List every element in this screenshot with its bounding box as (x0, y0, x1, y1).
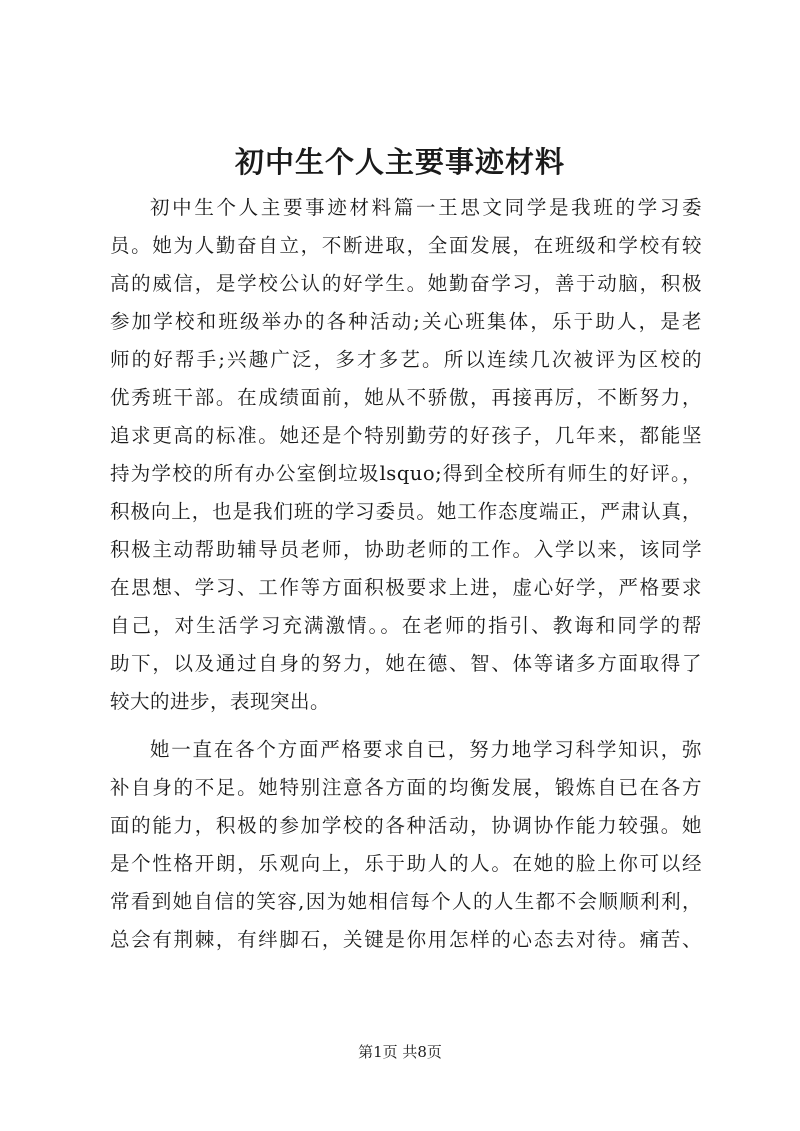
text-line: 较大的进步，表现突出。 (110, 690, 331, 713)
text-line: 她一直在各个方面严格要求自已，努力地学习科学知识，弥 (150, 738, 702, 761)
text-line: 持为学校的所有办公室倒垃圾lsquo;得到全校所有师生的好评。， (110, 462, 702, 485)
text-line: 助下，以及通过自身的努力，她在德、智、体等诸多方面取得了 (110, 652, 702, 675)
text-line: 在思想、学习、工作等方面积极要求上进，虚心好学，严格要求 (110, 576, 702, 599)
text-line: 积极主动帮助辅导员老师，协助老师的工作。入学以来，该同学 (110, 538, 702, 561)
page-footer: 第1页 共8页 (358, 1043, 442, 1061)
text-line: 追求更高的标准。她还是个特别勤劳的好孩子，几年来，都能坚 (110, 424, 702, 447)
text-line: 高的威信，是学校公认的好学生。她勤奋学习，善于动脑，积极 (110, 272, 702, 295)
text-line: 员。她为人勤奋自立，不断进取，全面发展，在班级和学校有较 (110, 234, 702, 257)
text-line: 自己，对生活学习充满激情。。在老师的指引、教诲和同学的帮 (110, 614, 702, 637)
text-line: 总会有荆棘，有绊脚石，关键是你用怎样的心态去对待。痛苦、 (110, 928, 702, 951)
text-line: 师的好帮手;兴趣广泛，多才多艺。所以连续几次被评为区校的 (110, 348, 702, 371)
text-line: 优秀班干部。在成绩面前，她从不骄傲，再接再厉，不断努力， (110, 386, 702, 409)
text-line: 积极向上，也是我们班的学习委员。她工作态度端正，严肃认真， (110, 500, 702, 523)
text-line: 补自身的不足。她特别注意各方面的均衡发展，锻炼自已在各方 (110, 776, 702, 799)
text-line: 初中生个人主要事迹材料篇一王思文同学是我班的学习委 (150, 196, 702, 219)
text-line: 面的能力，积极的参加学校的各种活动，协调协作能力较强。她 (110, 814, 702, 837)
text-line: 参加学校和班级举办的各种活动;关心班集体，乐于助人，是老 (110, 310, 702, 333)
text-line: 是个性格开朗，乐观向上，乐于助人的人。在她的脸上你可以经 (110, 852, 702, 875)
text-line: 常看到她自信的笑容,因为她相信每个人的人生都不会顺顺利利， (110, 890, 702, 913)
document-title: 初中生个人主要事迹材料 (234, 145, 565, 179)
